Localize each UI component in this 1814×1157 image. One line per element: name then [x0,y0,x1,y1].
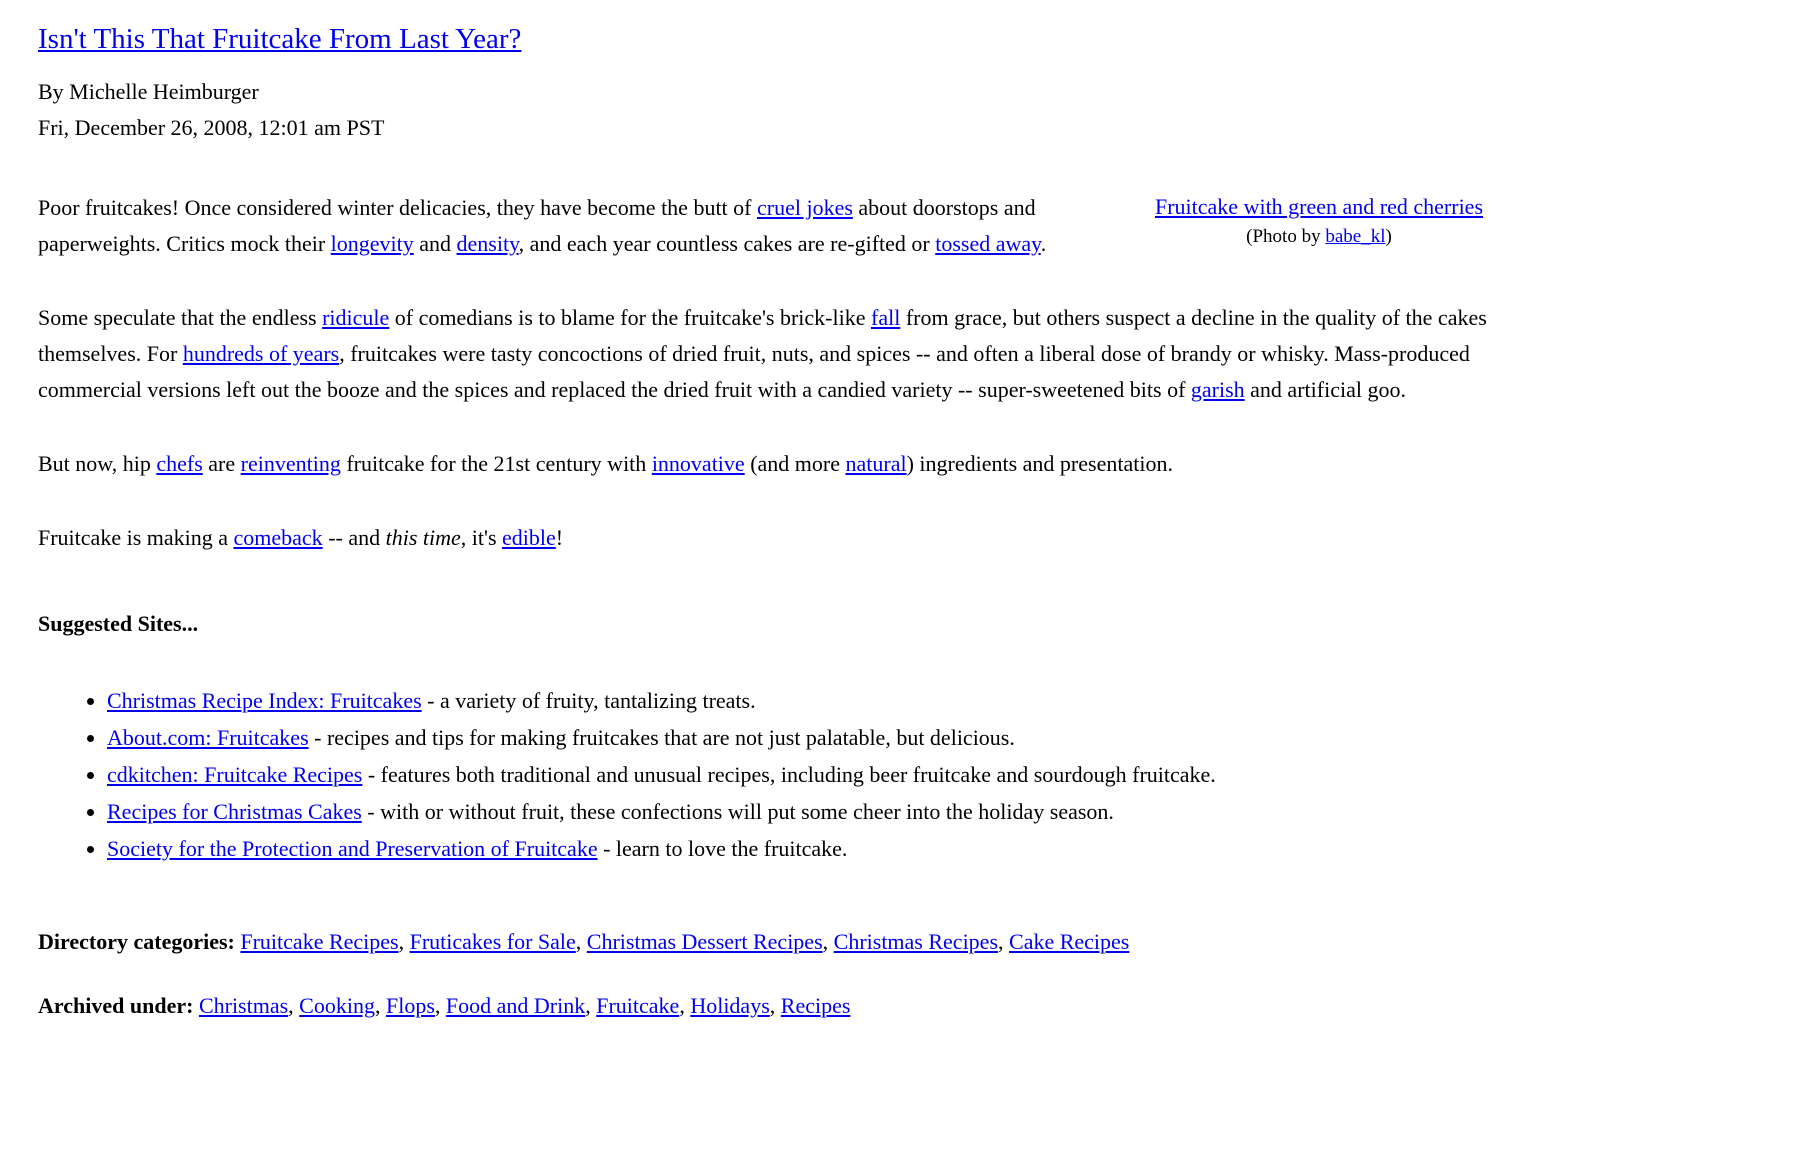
suggested-site-item [107,795,1554,829]
article-title-link[interactable]: Isn't This That Fruitcake From Last Year? [38,23,522,55]
suggested-site-item [107,684,1554,718]
category-link[interactable]: Fruitcake Recipes [240,929,399,954]
suggested-site-description: - features both traditional and unusual recipes, including beer fruitcake and sourdough fruitcake. [362,762,1216,787]
text-segment: , it's [460,525,503,550]
suggested-site-link[interactable]: Recipes for Christmas Cakes [107,799,362,824]
article [38,20,1554,1024]
directory-categories-links: Fruitcake Recipes, Fruticakes for Sale, Christmas Dessert Recipes, Christmas Recipes, Cake Recipes [240,929,1130,954]
inline-link[interactable]: reinventing [240,451,341,476]
text-segment: (and more [744,451,846,476]
inline-link[interactable]: chefs [156,451,203,476]
photo-credit-prefix: (Photo by [1246,226,1326,247]
inline-link[interactable]: ridicule [322,305,390,330]
text-segment: are [202,451,241,476]
text-segment: Fruitcake is making a [38,525,234,550]
text-segment: and [413,231,457,256]
suggested-site-link[interactable]: About.com: Fruitcakes [107,725,309,750]
text-segment: -- and [322,525,386,550]
text-segment: fruitcake for the 21st century with [340,451,652,476]
photo-caption [1084,190,1554,251]
category-link[interactable]: Christmas Dessert Recipes [586,929,823,954]
page-title [38,20,1554,58]
category-link[interactable]: Recipes [780,993,851,1018]
byline: By Michelle Heimburger [38,79,259,104]
inline-link[interactable]: longevity [330,231,414,256]
text-segment: . [1040,231,1047,256]
text-segment: Poor fruitcakes! Once considered winter delicacies, they have become the butt of [38,195,757,220]
inline-link[interactable]: density [456,231,519,256]
suggested-sites-list [38,684,1554,866]
inline-link[interactable]: natural [845,451,907,476]
text-segment: ) ingredients and presentation. [906,451,1173,476]
inline-link[interactable]: fall [871,305,901,330]
text-segment: and artificial goo. [1244,377,1406,402]
suggested-site-description: - a variety of fruity, tantalizing treats. [421,688,756,713]
text-segment: But now, hip [38,451,157,476]
inline-link[interactable]: edible [502,525,556,550]
suggested-site-link[interactable]: Society for the Protection and Preservation of Fruitcake [107,836,598,861]
archived-under-label: Archived under: [38,993,194,1018]
paragraph-revival [38,446,1554,482]
category-link[interactable]: Flops [385,993,435,1018]
photo-credit-link[interactable]: babe_kl [1325,226,1386,247]
archived-under-links: Christmas, Cooking, Flops, Food and Drink, Fruitcake, Holidays, Recipes [198,993,851,1018]
text-segment: , and each year countless cakes are re-gifted or [518,231,936,256]
inline-link[interactable]: garish [1190,377,1245,402]
category-link[interactable]: Cake Recipes [1009,929,1130,954]
directory-categories-row [38,924,1554,960]
suggested-site-item [107,832,1554,866]
inline-link[interactable]: comeback [233,525,323,550]
category-link[interactable]: Cooking [299,993,375,1018]
suggested-site-item [107,758,1554,792]
suggested-site-description: - learn to love the fruitcake. [597,836,848,861]
article-date: Fri, December 26, 2008, 12:01 am PST [38,115,385,140]
photo-credit-suffix: ) [1385,226,1392,247]
category-link[interactable]: Fruitcake [596,993,680,1018]
italic-text: this time [385,525,461,550]
text-segment: about doorstops and paperweights. Critics mock their [38,195,1036,256]
inline-link[interactable]: innovative [651,451,745,476]
text-segment: , fruitcakes were tasty concoctions of dried fruit, nuts, and spices -- and often a liberal dose of brandy or whisky. Mass-produced commercial versions left out the booze and the spices and replaced the dried fruit with a candied variety -- super-sweetened bits of [38,341,1470,402]
paragraph-history [38,300,1554,408]
photo-caption-title [1084,190,1554,223]
suggested-site-link[interactable]: cdkitchen: Fruitcake Recipes [107,762,363,787]
inline-link[interactable]: hundreds of years [182,341,340,366]
text-segment: Some speculate that the endless [38,305,323,330]
photo-caption-link[interactable]: Fruitcake with green and red cherries [1154,194,1484,219]
category-link[interactable]: Holidays [690,993,770,1018]
category-link[interactable]: Christmas Recipes [833,929,999,954]
suggested-site-description: - with or without fruit, these confections will put some cheer into the holiday season. [361,799,1114,824]
inline-link[interactable]: cruel jokes [757,195,853,220]
category-link[interactable]: Christmas [198,993,289,1018]
suggested-site-description: - recipes and tips for making fruitcakes that are not just palatable, but delicious. [308,725,1015,750]
text-segment: ! [555,525,564,550]
directory-categories-label: Directory categories: [38,929,235,954]
archived-under-row [38,988,1554,1024]
category-link[interactable]: Food and Drink [445,993,586,1018]
category-link[interactable]: Fruticakes for Sale [409,929,576,954]
text-segment: of comedians is to blame for the fruitcake's brick-like [389,305,871,330]
suggested-site-item [107,721,1554,755]
text-segment: from grace, but others suspect a decline in the quality of the cakes themselves. For [38,305,1487,366]
article-body [38,190,1554,556]
paragraph-comeback [38,520,1554,556]
suggested-site-link[interactable]: Christmas Recipe Index: Fruitcakes [107,688,422,713]
photo-credit [1084,223,1554,251]
inline-link[interactable]: tossed away [935,231,1041,256]
suggested-sites-heading: Suggested Sites... [38,611,199,636]
